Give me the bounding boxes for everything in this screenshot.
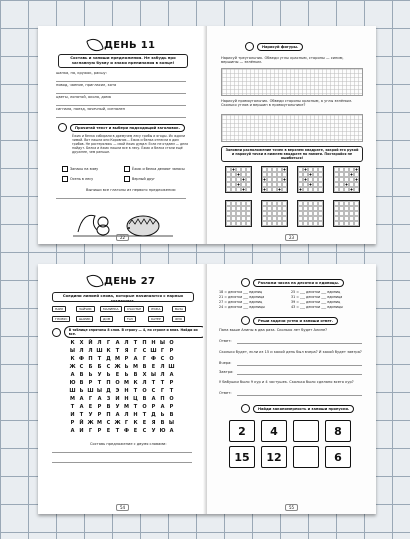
zavtra-label: Завтра:: [219, 370, 234, 374]
pattern-box: 2: [229, 420, 255, 442]
task1-text: Составь и запиши предложения. Не забудь про заглавную букву и знаки препинания в конце!: [70, 55, 176, 65]
grid-letter[interactable]: Р: [169, 348, 174, 354]
grid-letter[interactable]: Х: [79, 340, 84, 346]
grid-letter[interactable]: Г: [160, 348, 165, 354]
grid-letter[interactable]: Э: [115, 388, 120, 394]
grid-letter[interactable]: К: [133, 380, 138, 386]
page-22: [38, 26, 208, 244]
grid-letter[interactable]: Ы: [96, 388, 103, 394]
grid-letter[interactable]: Ш: [69, 388, 76, 394]
grid-letter[interactable]: Р: [169, 404, 174, 410]
grid-letter[interactable]: Р: [70, 420, 75, 426]
sentence-1: шапка, на, кружок, расшу:: [56, 71, 107, 75]
grid-letter[interactable]: А: [115, 412, 120, 418]
pattern-dots-grid: [297, 166, 324, 193]
drawing-grid-1[interactable]: [221, 68, 363, 96]
memory-dots-grid[interactable]: [261, 200, 288, 227]
leaf-icon: [86, 272, 104, 290]
grid-letter[interactable]: А: [133, 356, 138, 362]
grid-letter[interactable]: Л: [88, 348, 93, 354]
grid-letter[interactable]: Й: [88, 340, 93, 346]
option-1-label: Запасы на зиму: [70, 167, 99, 171]
grid-letter[interactable]: Ы: [159, 340, 166, 346]
sentence-3: цветы, лопатой, около, дома: [56, 95, 111, 99]
grid-letter[interactable]: И: [70, 412, 75, 418]
grid-letter[interactable]: И: [115, 396, 120, 402]
triangle-instruction: Нарисуй треугольник. Обведи углы красным, стороны — синим, вершины — зелёным.: [221, 56, 344, 65]
grid-letter[interactable]: А: [70, 372, 75, 378]
page-23: [207, 26, 376, 244]
option-4[interactable]: [124, 176, 155, 182]
grid-letter[interactable]: К: [70, 356, 75, 362]
grid-letter[interactable]: О: [142, 388, 147, 394]
problems-task-text: Реши задачи устно и запиши ответ.: [253, 317, 338, 325]
answer-line[interactable]: [56, 105, 186, 106]
grid-letter[interactable]: У: [97, 372, 102, 378]
grid-letter[interactable]: Ж: [114, 420, 121, 426]
option-4-label: Верный друг: [132, 177, 156, 181]
grid-letter[interactable]: Ж: [114, 364, 121, 370]
grid-letter[interactable]: М: [124, 380, 129, 386]
grid-letter[interactable]: Ш: [96, 348, 103, 354]
leaf-icon: [86, 36, 104, 54]
option-2[interactable]: [124, 166, 185, 172]
page-55: [207, 264, 376, 514]
pattern-box: 4: [261, 420, 287, 442]
equation: 25 = ___ десятки ___ единиц: [291, 290, 341, 294]
dots-task-text: Запомни расположение точек в верхнем квадрате, закрой его рукой и нарисуй точки в нижнем квадрате по памяти. Постарайся не ошибиться!: [225, 148, 359, 160]
pattern-box: 8: [325, 420, 351, 442]
option-1[interactable]: [62, 166, 98, 172]
day-27-badge: [88, 274, 155, 288]
dots-task-box: [221, 146, 363, 162]
equations-left: [219, 290, 265, 310]
grid-letter[interactable]: М: [124, 404, 129, 410]
grid-letter[interactable]: Л: [124, 340, 129, 346]
grid-letter[interactable]: Г: [160, 388, 165, 394]
grid-letter[interactable]: П: [106, 412, 111, 418]
grid-letter[interactable]: К: [70, 340, 75, 346]
grid-letter[interactable]: Т: [160, 380, 165, 386]
grid-letter[interactable]: Ф: [151, 356, 156, 362]
shapes-task-header: [245, 42, 303, 51]
memory-dots-grid[interactable]: [225, 200, 252, 227]
grid-letter[interactable]: Г: [88, 428, 93, 434]
grid-letter[interactable]: Н: [133, 412, 138, 418]
grid-letter[interactable]: А: [160, 404, 165, 410]
verbs-prompt: Выпиши все глаголы из первого предложения:: [86, 188, 177, 192]
grid-letter[interactable]: Ю: [159, 428, 166, 434]
problem-2: Сколько будет, если из 15 и какой день был вчера? И какой будет завтра?: [219, 350, 362, 354]
grid-letter[interactable]: Г: [142, 356, 147, 362]
page-number-55: 55: [285, 504, 298, 511]
sentence-4: сигнала, поезд, зачечный, сигнален: [56, 107, 125, 111]
grid-letter[interactable]: Б: [88, 364, 93, 370]
squirrel-hedgehog-illustration: [73, 202, 173, 238]
memory-dots-grid[interactable]: [297, 200, 324, 227]
grid-letter[interactable]: Ы: [69, 348, 76, 354]
grid-letter[interactable]: М: [97, 420, 102, 426]
answer-line[interactable]: [52, 462, 192, 463]
grid-letter[interactable]: Е: [151, 364, 156, 370]
answer-line[interactable]: [56, 117, 186, 118]
grid-letter[interactable]: Е: [133, 428, 138, 434]
grid-letter[interactable]: Т: [133, 404, 138, 410]
grid-letter[interactable]: Т: [142, 412, 147, 418]
grid-letter[interactable]: Ж: [69, 364, 76, 370]
shapes-task-text: Нарисуй фигуры.: [257, 43, 303, 51]
option-2-label: Ёжик и белка делают запасы: [132, 167, 185, 171]
grid-letter[interactable]: Ь: [106, 372, 111, 378]
grid-letter[interactable]: К: [133, 420, 138, 426]
grid-letter[interactable]: Ф: [79, 356, 84, 362]
grid-letter[interactable]: Н: [151, 340, 156, 346]
grid-letter[interactable]: У: [115, 404, 120, 410]
grid-letter[interactable]: Я: [124, 348, 129, 354]
grid-letter[interactable]: Е: [115, 372, 120, 378]
grid-letter[interactable]: У: [151, 428, 156, 434]
page-number-54: 54: [116, 504, 129, 511]
problem-1: Папа выше Алины в два раза. Сколько лет будет Алине?: [219, 328, 328, 332]
pencil-icon: [245, 42, 254, 51]
grid-letter[interactable]: О: [115, 380, 120, 386]
option-3-label: Осень в лесу: [70, 177, 94, 181]
page-number-23: 23: [285, 234, 298, 241]
grid-letter[interactable]: Р: [97, 412, 102, 418]
grid-letter[interactable]: С: [160, 356, 165, 362]
grid-letter[interactable]: З: [106, 396, 111, 402]
grid-letter[interactable]: А: [151, 396, 156, 402]
grid-letter[interactable]: Е: [88, 404, 93, 410]
rectangle-instruction: Нарисуй прямоугольник. Обведи стороны красным, а углы зелёным. Сколько углов и вершин в прямоугольнике?: [221, 99, 353, 108]
story-text: Ёжик и белка собирали в дремучем лесу грибы и ягоды. Их ждали зимой. Вот нашли они Коровник... Ёжик и белка отнесли в дом грибов. Не растерялись — свой ёжик думал: Если не отдаем — дела пойдут. Белка и ёжик нашли все в лесу. Ёжик и белка стали ещё дружнее, чем раньше.: [72, 134, 189, 154]
pattern-dots-grid: [261, 166, 288, 193]
word-tag[interactable]: ТАЗ: [124, 316, 136, 322]
grid-letter[interactable]: Р: [151, 404, 156, 410]
equation: 27 = десятки ___ единиц: [219, 300, 263, 304]
grid-letter[interactable]: И: [79, 428, 84, 434]
task2-header: [58, 123, 185, 132]
match-task-box: [52, 292, 194, 302]
answer-line[interactable]: [237, 365, 362, 366]
grid-letter[interactable]: А: [97, 396, 102, 402]
grid-letter[interactable]: Ы: [150, 372, 157, 378]
grid-letter[interactable]: Л: [97, 340, 102, 346]
grid-letter[interactable]: Г: [124, 420, 129, 426]
pattern-box-empty[interactable]: [293, 420, 319, 442]
grid-letter[interactable]: Ш: [87, 388, 94, 394]
grid-letter[interactable]: В: [142, 364, 147, 370]
answer-label-3: Ответ:: [219, 391, 232, 395]
grid-letter[interactable]: О: [169, 356, 174, 362]
grid-letter[interactable]: Р: [88, 380, 93, 386]
memory-dots-grid[interactable]: [333, 200, 360, 227]
grid-letter[interactable]: Б: [97, 364, 102, 370]
grid-letter[interactable]: С: [142, 428, 147, 434]
pattern-dots-grid: [333, 166, 360, 193]
day-11-badge: [88, 38, 155, 52]
day-27-title: ДЕНЬ 27: [104, 275, 156, 287]
grid-letter[interactable]: Л: [160, 372, 165, 378]
grid-letter[interactable]: С: [79, 364, 84, 370]
grid-letter[interactable]: П: [106, 380, 111, 386]
grid-letter[interactable]: К: [106, 348, 111, 354]
grid-letter[interactable]: Е: [106, 428, 111, 434]
vchera-label: Вчера:: [219, 361, 232, 365]
grid-letter[interactable]: Т: [115, 428, 120, 434]
answer-label-1: Ответ:: [219, 339, 232, 343]
grid-letter[interactable]: В: [160, 420, 165, 426]
day-11-title: ДЕНЬ 11: [104, 39, 156, 51]
grid-letter[interactable]: Ж: [87, 420, 94, 426]
problems-task-header: [241, 316, 338, 325]
grid-letter[interactable]: В: [142, 396, 147, 402]
answer-line[interactable]: [237, 343, 362, 344]
answer-line[interactable]: [56, 81, 186, 82]
grid-letter[interactable]: В: [79, 380, 84, 386]
wordsearch-task-text: В таблице спрятаны 8 слов. В строку — 4, по строке и вниз. Найди их все.: [64, 326, 207, 338]
grid-letter[interactable]: Й: [79, 420, 84, 426]
grid-letter[interactable]: Т: [151, 380, 156, 386]
grid-letter[interactable]: Ц: [133, 396, 138, 402]
grid-letter[interactable]: Ш: [168, 364, 175, 370]
grid-letter[interactable]: С: [142, 348, 147, 354]
grid-letter[interactable]: Т: [97, 380, 102, 386]
tens-task-text: Разложи числа на десятки и единицы.: [253, 279, 344, 287]
grid-letter[interactable]: А: [79, 404, 84, 410]
problem-3: У бабушки было 9 кур и 4 частушек. Сколько было сделано всего кур?: [219, 380, 354, 384]
grid-letter[interactable]: Ш: [150, 348, 157, 354]
grid-letter[interactable]: Е: [142, 420, 147, 426]
pattern-box: 12: [261, 446, 287, 468]
grid-letter[interactable]: Ь: [160, 412, 165, 418]
equation: 21 = десятки ___ единица: [219, 295, 265, 299]
match-task-text: Соедини линией слова, которые начинаются с парных согласных.: [62, 293, 184, 303]
compose-prompt: Составь предложение с двумя словами:: [90, 442, 167, 446]
page-54: [38, 264, 208, 514]
grid-letter[interactable]: С: [151, 388, 156, 394]
grid-letter[interactable]: Р: [97, 404, 102, 410]
magnifier-icon: [52, 328, 61, 337]
page-number-22: 22: [116, 234, 129, 241]
grid-letter[interactable]: М: [133, 364, 138, 370]
grid-letter[interactable]: Г: [88, 396, 93, 402]
grid-letter[interactable]: Ь: [88, 372, 93, 378]
equation: 39 = ___ десятки ___ единиц: [291, 300, 341, 304]
task1-box: [58, 54, 188, 68]
wordsearch-task-header: [52, 326, 207, 338]
grid-letter[interactable]: Т: [70, 404, 75, 410]
grid-letter[interactable]: Н: [124, 388, 129, 394]
equation: 43 = ___ десятки ___ единицы: [291, 305, 343, 309]
grid-letter[interactable]: Ь: [124, 364, 129, 370]
word-tag[interactable]: ДОМ: [100, 316, 113, 322]
grid-letter[interactable]: А: [115, 340, 120, 346]
pattern-task-text: Найди закономерность и запиши пропуски.: [253, 405, 354, 413]
grid-letter[interactable]: П: [88, 356, 93, 362]
grid-letter[interactable]: Л: [124, 412, 129, 418]
equation: 24 = десятки ___ единицы: [219, 305, 265, 309]
grid-letter[interactable]: В: [169, 412, 174, 418]
grid-letter[interactable]: А: [79, 396, 84, 402]
word-tag[interactable]: МАЛИНКА: [100, 306, 122, 312]
grid-letter[interactable]: М: [70, 396, 75, 402]
grid-letter[interactable]: М: [115, 356, 120, 362]
tens-task-header: [241, 278, 344, 287]
grid-letter[interactable]: А: [169, 428, 174, 434]
option-3[interactable]: [62, 176, 93, 182]
grid-letter[interactable]: Д: [106, 356, 111, 362]
grid-letter[interactable]: Т: [115, 348, 120, 354]
grid-letter[interactable]: Т: [97, 356, 102, 362]
pencil-icon: [58, 123, 67, 132]
grid-letter[interactable]: Т: [133, 340, 138, 346]
equations-right: [291, 290, 343, 310]
grid-letter[interactable]: Д: [151, 412, 156, 418]
grid-letter[interactable]: О: [169, 340, 174, 346]
grid-letter[interactable]: Ь: [79, 388, 84, 394]
pencil-icon: [241, 404, 250, 413]
word-tag[interactable]: ВАЗА: [172, 306, 186, 312]
grid-letter[interactable]: Л: [142, 380, 147, 386]
pattern-dots-grid: [225, 166, 252, 193]
book-spread-top: [38, 26, 376, 244]
grid-letter[interactable]: О: [169, 396, 174, 402]
grid-letter[interactable]: О: [142, 404, 147, 410]
grid-letter[interactable]: А: [169, 372, 174, 378]
grid-letter[interactable]: Г: [133, 348, 138, 354]
grid-letter[interactable]: Н: [124, 396, 129, 402]
equation: 31 = ___ десятки ___ единица: [291, 295, 343, 299]
grid-letter[interactable]: С: [106, 364, 111, 370]
grid-letter[interactable]: Р: [124, 356, 129, 362]
word-search-grid[interactable]: [68, 340, 176, 436]
grid-letter[interactable]: Л: [160, 364, 165, 370]
grid-letter[interactable]: Я: [151, 420, 156, 426]
grid-letter[interactable]: Ь: [124, 372, 129, 378]
word-tag[interactable]: КАТЕР: [148, 316, 164, 322]
word-tag[interactable]: ПАРК: [52, 306, 66, 312]
grid-letter[interactable]: П: [160, 396, 165, 402]
answer-line[interactable]: [56, 198, 186, 199]
pattern-task-header: [241, 404, 354, 413]
answer-line[interactable]: [237, 395, 362, 396]
grid-letter[interactable]: Ы: [168, 420, 175, 426]
grid-letter[interactable]: В: [133, 372, 138, 378]
answer-line[interactable]: [52, 452, 192, 453]
task2-text: Прочитай текст и выбери подходящий заголовок.: [70, 124, 185, 132]
word-tag[interactable]: ГЛОБУС: [52, 316, 70, 322]
sentence-2: повод, чаепие, пригласил, кота: [56, 83, 117, 87]
pattern-box-empty[interactable]: [293, 446, 319, 468]
pattern-box: 15: [229, 446, 255, 468]
answer-line[interactable]: [237, 374, 362, 375]
word-tag[interactable]: СЧАСТЬЕ: [124, 306, 144, 312]
pencil-icon: [241, 278, 250, 287]
grid-letter[interactable]: Т: [133, 388, 138, 394]
grid-letter[interactable]: Р: [169, 380, 174, 386]
word-tag[interactable]: ЖУК: [172, 316, 185, 322]
book-spread-bottom: [38, 264, 376, 514]
drawing-grid-2[interactable]: [221, 114, 363, 142]
answer-line[interactable]: [56, 93, 186, 94]
grid-letter[interactable]: Х: [142, 372, 147, 378]
grid-letter[interactable]: Ф: [124, 428, 129, 434]
grid-letter[interactable]: Д: [106, 388, 111, 394]
grid-letter[interactable]: Л: [79, 348, 84, 354]
grid-letter[interactable]: Г: [106, 340, 111, 346]
grid-letter[interactable]: А: [70, 428, 75, 434]
grid-letter[interactable]: В: [79, 372, 84, 378]
word-tag[interactable]: ЛУЖА: [148, 306, 163, 312]
grid-letter[interactable]: Ю: [69, 380, 76, 386]
grid-letter[interactable]: Т: [169, 388, 174, 394]
grid-letter[interactable]: В: [106, 404, 111, 410]
grid-letter[interactable]: У: [88, 412, 93, 418]
thinking-icon: [241, 316, 250, 325]
grid-letter[interactable]: Т: [79, 412, 84, 418]
grid-letter[interactable]: С: [106, 420, 111, 426]
grid-letter[interactable]: П: [142, 340, 147, 346]
equation: 18 = десятка ___ единиц: [219, 290, 263, 294]
pattern-box: 6: [325, 446, 351, 468]
grid-letter[interactable]: Р: [97, 428, 102, 434]
word-tag[interactable]: ЗАЙЧИК: [76, 306, 95, 312]
word-tag[interactable]: ШАРИК: [76, 316, 93, 322]
